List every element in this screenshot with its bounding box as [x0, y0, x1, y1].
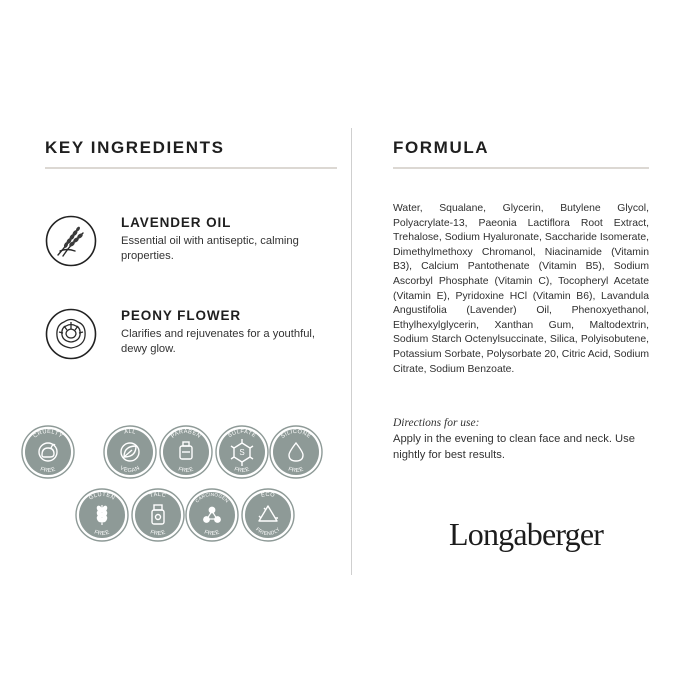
- ingredient-title: LAVENDER OIL: [121, 215, 232, 230]
- formula-heading: FORMULA: [393, 138, 490, 157]
- badge-bottom-text: FREE: [39, 466, 57, 475]
- silicone-free-badge: [268, 424, 324, 480]
- gluten-free-badge: [74, 487, 130, 543]
- badge-top-text: TALC: [149, 491, 167, 500]
- badge-top-text: PARABEN: [170, 428, 202, 440]
- ingredient-description: Clarifies and rejuvenates for a youthful, dewy glow.: [121, 328, 316, 355]
- peony-icon: [45, 308, 97, 360]
- lavender-icon: [45, 215, 97, 267]
- directions-text: Apply in the evening to clean face and neck. Use nightly for best results.: [393, 433, 635, 461]
- paraben-free-badge: [158, 424, 214, 480]
- carcinogen-free-badge: [184, 487, 240, 543]
- sulfate-free-badge: [214, 424, 270, 480]
- all-vegan-badge: [102, 424, 158, 480]
- brand-logo: Longaberger: [449, 516, 604, 552]
- svg-text:ALL: [124, 429, 136, 436]
- directions-label: Directions for use:: [393, 417, 480, 429]
- badge-top-text: SILICONE: [280, 428, 312, 440]
- badge-bottom-text: FREE: [177, 466, 195, 475]
- ingredient-description: Essential oil with antiseptic, calming properties.: [121, 235, 299, 262]
- badge-bottom-text: FREE: [149, 529, 167, 538]
- ingredient-title: PEONY FLOWER: [121, 308, 242, 323]
- cruelty-free-badge: [20, 424, 76, 480]
- badge-top-text: ECO: [260, 491, 276, 499]
- badge-bottom-text: VEGAN: [118, 465, 142, 475]
- badge-bottom-text: FREE: [287, 466, 305, 475]
- ingredient-lavender-oil: [45, 215, 337, 285]
- badge-top-text: CRUELTY: [32, 428, 64, 440]
- key-ingredients-rule: [45, 167, 337, 169]
- key-ingredients-heading: KEY INGREDIENTS: [45, 138, 225, 157]
- badge-top-text: SULFATE: [227, 428, 257, 440]
- badge-top-text: CARCINOGEN: [194, 491, 230, 504]
- ingredient-peony-flower: [45, 308, 337, 378]
- svg-text:ECO: [261, 492, 276, 499]
- badge-top-text: ALL: [123, 428, 137, 436]
- badge-bottom-text: FREE: [93, 529, 111, 538]
- badge-bottom-text: FREE: [203, 529, 221, 538]
- eco-friendly-badge: [240, 487, 296, 543]
- formula-rule: [393, 167, 649, 169]
- badge-top-text: GLUTEN: [88, 491, 116, 502]
- badge-bottom-text: FRIENDLY: [254, 526, 282, 538]
- badge-bottom-text: FREE: [233, 466, 251, 475]
- svg-text:S: S: [239, 448, 245, 457]
- talc-free-badge: [130, 487, 186, 543]
- formula-text: Water, Squalane, Glycerin, Butylene Glycol, Polyacrylate-13, Paeonia Lactiflora Root Extract, Trehalose, Sodium Hyaluronate, Saccharide Isomerate, Dimethylmethoxy Chromanol, Niacinamide (Vitamin B3), Calcium Pantothenate (Vitamin B5), Sodium Ascorbyl Phosphate (Vitamin C), Tocopheryl Acetate (Vitamin E), Pyridoxine HCl (Vitamin B6), Lavandula Angustifolia (Lavender) Oil, Phenoxyethanol, Ethylhexylglycerin, Xanthan Gum, Maltodextrin, Sodium Starch Octenylsuccinate, Silica, Polyisobutene, Potassium Sorbate, Polysorbate 20, Citric Acid, Sodium Citrate, Sodium Benzoate.: [393, 203, 649, 375]
- vertical-divider: [351, 128, 352, 575]
